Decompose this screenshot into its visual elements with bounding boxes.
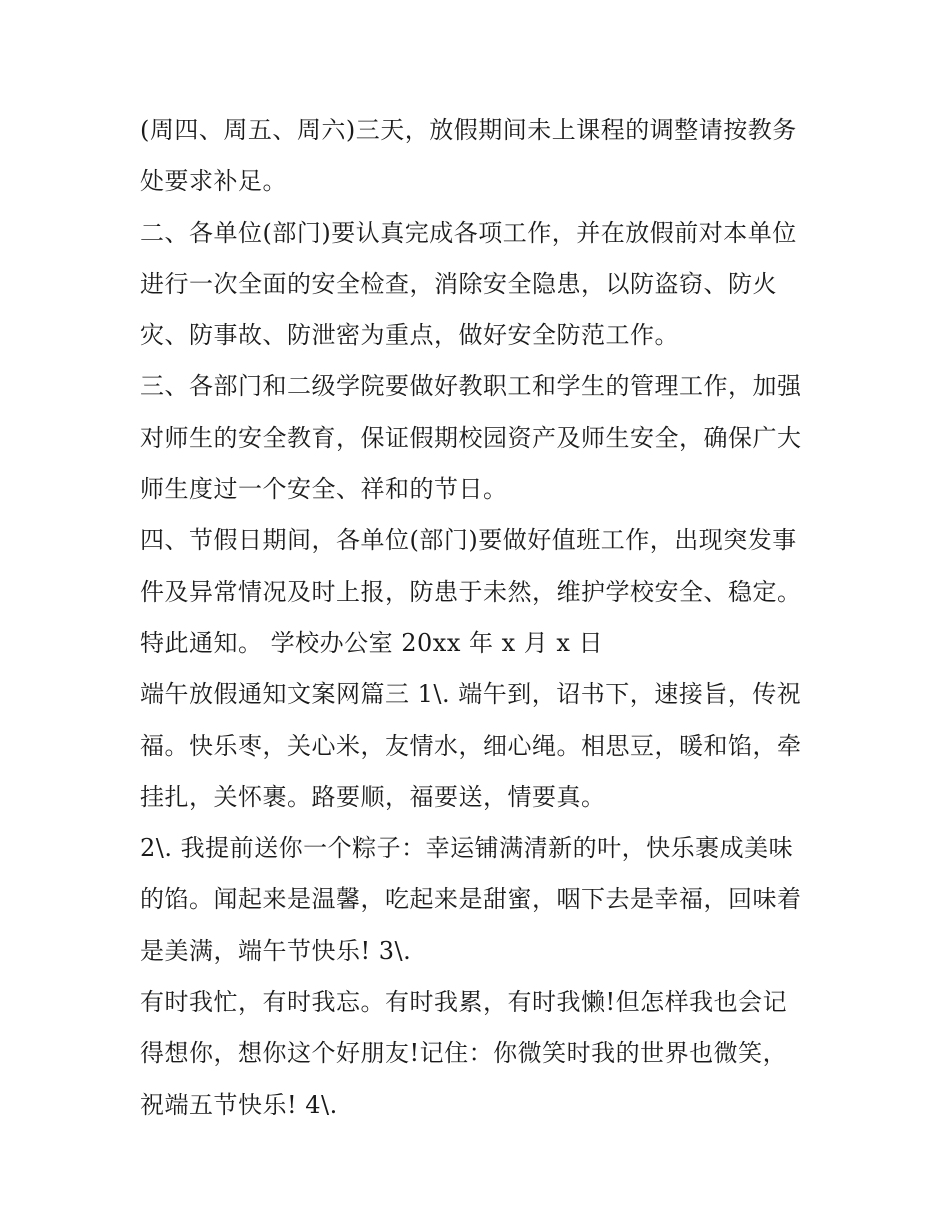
paragraph-line: 的馅。闻起来是温馨，吃起来是甜蜜，咽下去是幸福，回味着: [140, 885, 802, 914]
paragraph-line: 2\. 我提前送你一个粽子：幸运铺满清新的叶，快乐裹成美味: [140, 834, 794, 863]
paragraph-line: 三、各部门和二级学院要做好教职工和学生的管理工作，加强: [140, 372, 802, 401]
paragraph-line: 挂扎，关怀裹。路要顺，福要送，情要真。: [140, 782, 606, 811]
paragraph-line: 四、节假日期间，各单位(部门)要做好值班工作，出现突发事: [140, 526, 797, 555]
paragraph-line: 件及异常情况及时上报，防患于未然，维护学校安全、稳定。: [140, 577, 802, 606]
paragraph-line: 福。快乐枣，关心米，友情水，细心绳。相思豆，暖和馅，牵: [140, 731, 802, 760]
paragraph-line: (周四、周五、周六)三天，放假期间未上课程的调整请按教务: [140, 116, 797, 144]
paragraph-line: 是美满，端午节快乐! 3\.: [140, 936, 412, 965]
document-body: [140, 105, 830, 1131]
paragraph-line: 师生度过一个安全、祥和的节日。: [140, 475, 508, 504]
paragraph-line: 对师生的安全教育，保证假期校园资产及师生安全，确保广大: [140, 423, 802, 452]
paragraph-line: 二、各单位(部门)要认真完成各项工作，并在放假前对本单位: [140, 218, 797, 247]
paragraph-line: 祝端五节快乐! 4\.: [140, 1090, 338, 1119]
signature-line: 特此通知。 学校办公室 20xx 年 x 月 x 日: [140, 628, 604, 657]
paragraph-line: 进行一次全面的安全检查，消除安全隐患，以防盗窃、防火: [140, 269, 777, 298]
paragraph-line: 灾、防事故、防泄密为重点，做好安全防范工作。: [140, 321, 679, 350]
paragraph-line: 得想你，想你这个好朋友!记住：你微笑时我的世界也微笑，: [140, 1039, 788, 1068]
paragraph-line: 有时我忙，有时我忘。有时我累，有时我懒!但怎样我也会记: [140, 988, 788, 1017]
paragraph-line: 端午放假通知文案网篇三 1\. 端午到，诏书下，速接旨，传祝: [140, 680, 802, 709]
paragraph-line: 处要求补足。: [140, 167, 287, 196]
